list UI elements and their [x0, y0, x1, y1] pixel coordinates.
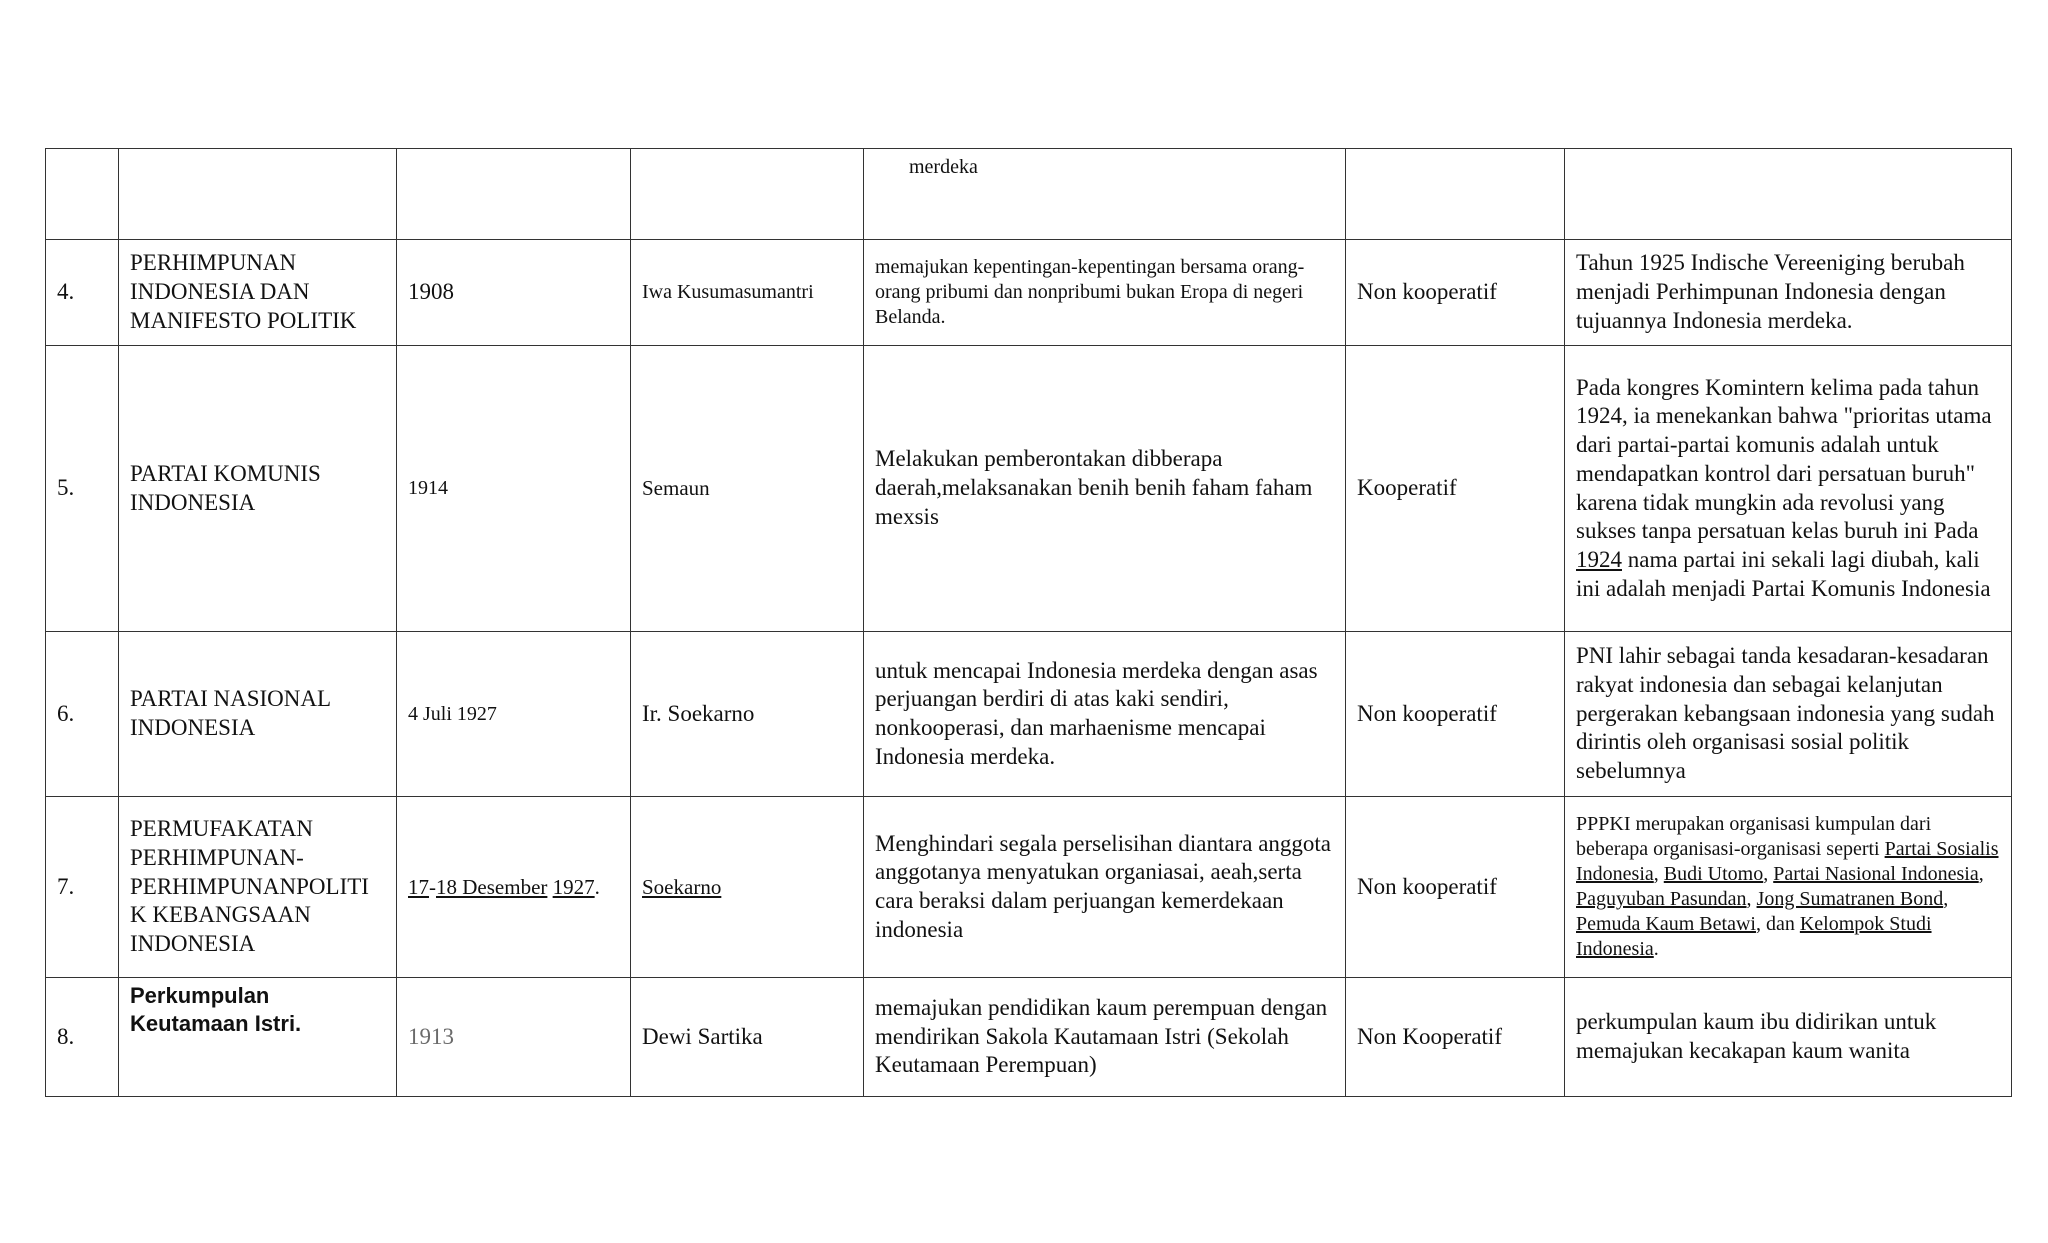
date-dash: - [429, 874, 436, 899]
name-cell: Perkumpulan Keutamaan Istri. [119, 978, 397, 1097]
figure-cell: Iwa Kusumasumantri [631, 240, 864, 346]
org-link[interactable]: Kelompok Studi Indonesia [1576, 913, 1932, 960]
notes-text: nama partai ini sekali lagi diubah, kali ini adalah menjadi Partai Komunis Indonesia [1576, 547, 1991, 601]
notes-text: Pada kongres Komintern kelima pada tahun 1924, ia menekankan bahwa "prioritas utama dari partai-partai komunis adalah untuk mendapatkan kontrol dari persatuan buruh" karena tidak mungkin ada revolusi yang sukses tanpa persatuan kelas buruh ini Pada [1576, 374, 1992, 544]
no-cell: 8. [46, 978, 119, 1097]
org-link[interactable]: Pemuda Kaum Betawi [1576, 913, 1756, 935]
year-cell: 4 Juli 1927 [397, 632, 631, 797]
table-row [46, 149, 2012, 240]
org-link[interactable]: Paguyuban Pasundan [1576, 888, 1747, 910]
notes-cell: perkumpulan kaum ibu didirikan untuk memajukan kecakapan kaum wanita [1565, 978, 2012, 1097]
nature-cell: Non kooperatif [1346, 797, 1565, 978]
date-dot: . [594, 874, 600, 899]
no-cell: 7. [46, 797, 119, 978]
name-cell: PERMUFAKATAN PERHIMPUNAN-PERHIMPUNANPOLITIK KEBANGSAAN INDONESIA [119, 797, 397, 978]
name-cell [119, 149, 397, 240]
name-cell: PERHIMPUNAN INDONESIA DAN MANIFESTO POLITIK [119, 240, 397, 346]
separator: , [1653, 863, 1664, 885]
notes-cell: Tahun 1925 Indische Vereeniging berubah menjadi Perhimpunan Indonesia dengan tujuannya Indonesia merdeka. [1565, 240, 2012, 346]
no-cell: 6. [46, 632, 119, 797]
table-row [46, 797, 2012, 978]
notes-end: . [1653, 938, 1659, 960]
goal-cell [864, 149, 1346, 240]
separator: , [1763, 863, 1774, 885]
figure-cell: Dewi Sartika [631, 978, 864, 1097]
date-link[interactable]: 18 Desember [436, 874, 548, 899]
org-link[interactable]: Partai Sosialis Indonesia [1576, 838, 1999, 885]
separator: , [1943, 888, 1949, 910]
figure-cell: Ir. Soekarno [631, 632, 864, 797]
table-row [46, 632, 2012, 797]
goal-cell: Melakukan pemberontakan dibberapa daerah,melaksanakan benih benih faham faham mexsis [864, 346, 1346, 632]
figure-cell [631, 149, 864, 240]
notes-cell: PNI lahir sebagai tanda kesadaran-kesadaran rakyat indonesia dan sebagai kelanjutan pergerakan kebangsaan indonesia yang sudah dirintis oleh organisasi sosial politik sebelumnya [1565, 632, 2012, 797]
name-cell: PARTAI NASIONAL INDONESIA [119, 632, 397, 797]
date-link[interactable]: 17 [408, 874, 429, 899]
table-row [46, 346, 2012, 632]
year-cell [397, 797, 631, 978]
notes-cell [1565, 149, 2012, 240]
year-cell [397, 149, 631, 240]
nature-cell [1346, 149, 1565, 240]
organizations-table [45, 148, 2012, 1097]
notes-text: PPPKI merupakan organisasi kumpulan dari beberapa organisasi-organisasi seperti [1576, 813, 1932, 860]
goal-cell: Menghindari segala perselisihan diantara anggota anggotanya menyatukan organiasai, aeah,serta cara beraksi dalam perjuangan kemerdekaan indonesia [864, 797, 1346, 978]
name-cell: PARTAI KOMUNIS INDONESIA [119, 346, 397, 632]
goal-fragment: merdeka [909, 156, 978, 178]
separator: , [1746, 888, 1757, 910]
org-link[interactable]: Jong Sumatranen Bond [1756, 888, 1944, 910]
nature-cell: Non kooperatif [1346, 632, 1565, 797]
notes-cell [1565, 346, 2012, 632]
year-link[interactable]: 1927 [552, 874, 595, 899]
year-cell: 1914 [397, 346, 631, 632]
table-row [46, 978, 2012, 1097]
goal-cell: memajukan pendidikan kaum perempuan dengan mendirikan Sakola Kautamaan Istri (Sekolah Keutamaan Perempuan) [864, 978, 1346, 1097]
year-link[interactable]: 1924 [1576, 547, 1622, 572]
table-row [46, 240, 2012, 346]
separator: , [1978, 863, 1984, 885]
figure-cell: Semaun [631, 346, 864, 632]
nature-cell: Non kooperatif [1346, 240, 1565, 346]
figure-cell [631, 797, 864, 978]
year-cell: 1908 [397, 240, 631, 346]
figure-link[interactable]: Soekarno [642, 874, 722, 899]
no-cell [46, 149, 119, 240]
org-link[interactable]: Budi Utomo [1663, 863, 1764, 885]
notes-cell [1565, 797, 2012, 978]
goal-cell: untuk mencapai Indonesia merdeka dengan asas perjuangan berdiri di atas kaki sendiri, nonkooperasi, dan marhaenisme mencapai Indonesia merdeka. [864, 632, 1346, 797]
org-link[interactable]: Partai Nasional Indonesia [1773, 863, 1979, 885]
no-cell: 4. [46, 240, 119, 346]
goal-cell: memajukan kepentingan-kepentingan bersama orang-orang pribumi dan nonpribumi bukan Eropa di negeri Belanda. [864, 240, 1346, 346]
separator: , dan [1755, 913, 1800, 935]
nature-cell: Kooperatif [1346, 346, 1565, 632]
year-cell: 1913 [397, 978, 631, 1097]
nature-cell: Non Kooperatif [1346, 978, 1565, 1097]
no-cell: 5. [46, 346, 119, 632]
